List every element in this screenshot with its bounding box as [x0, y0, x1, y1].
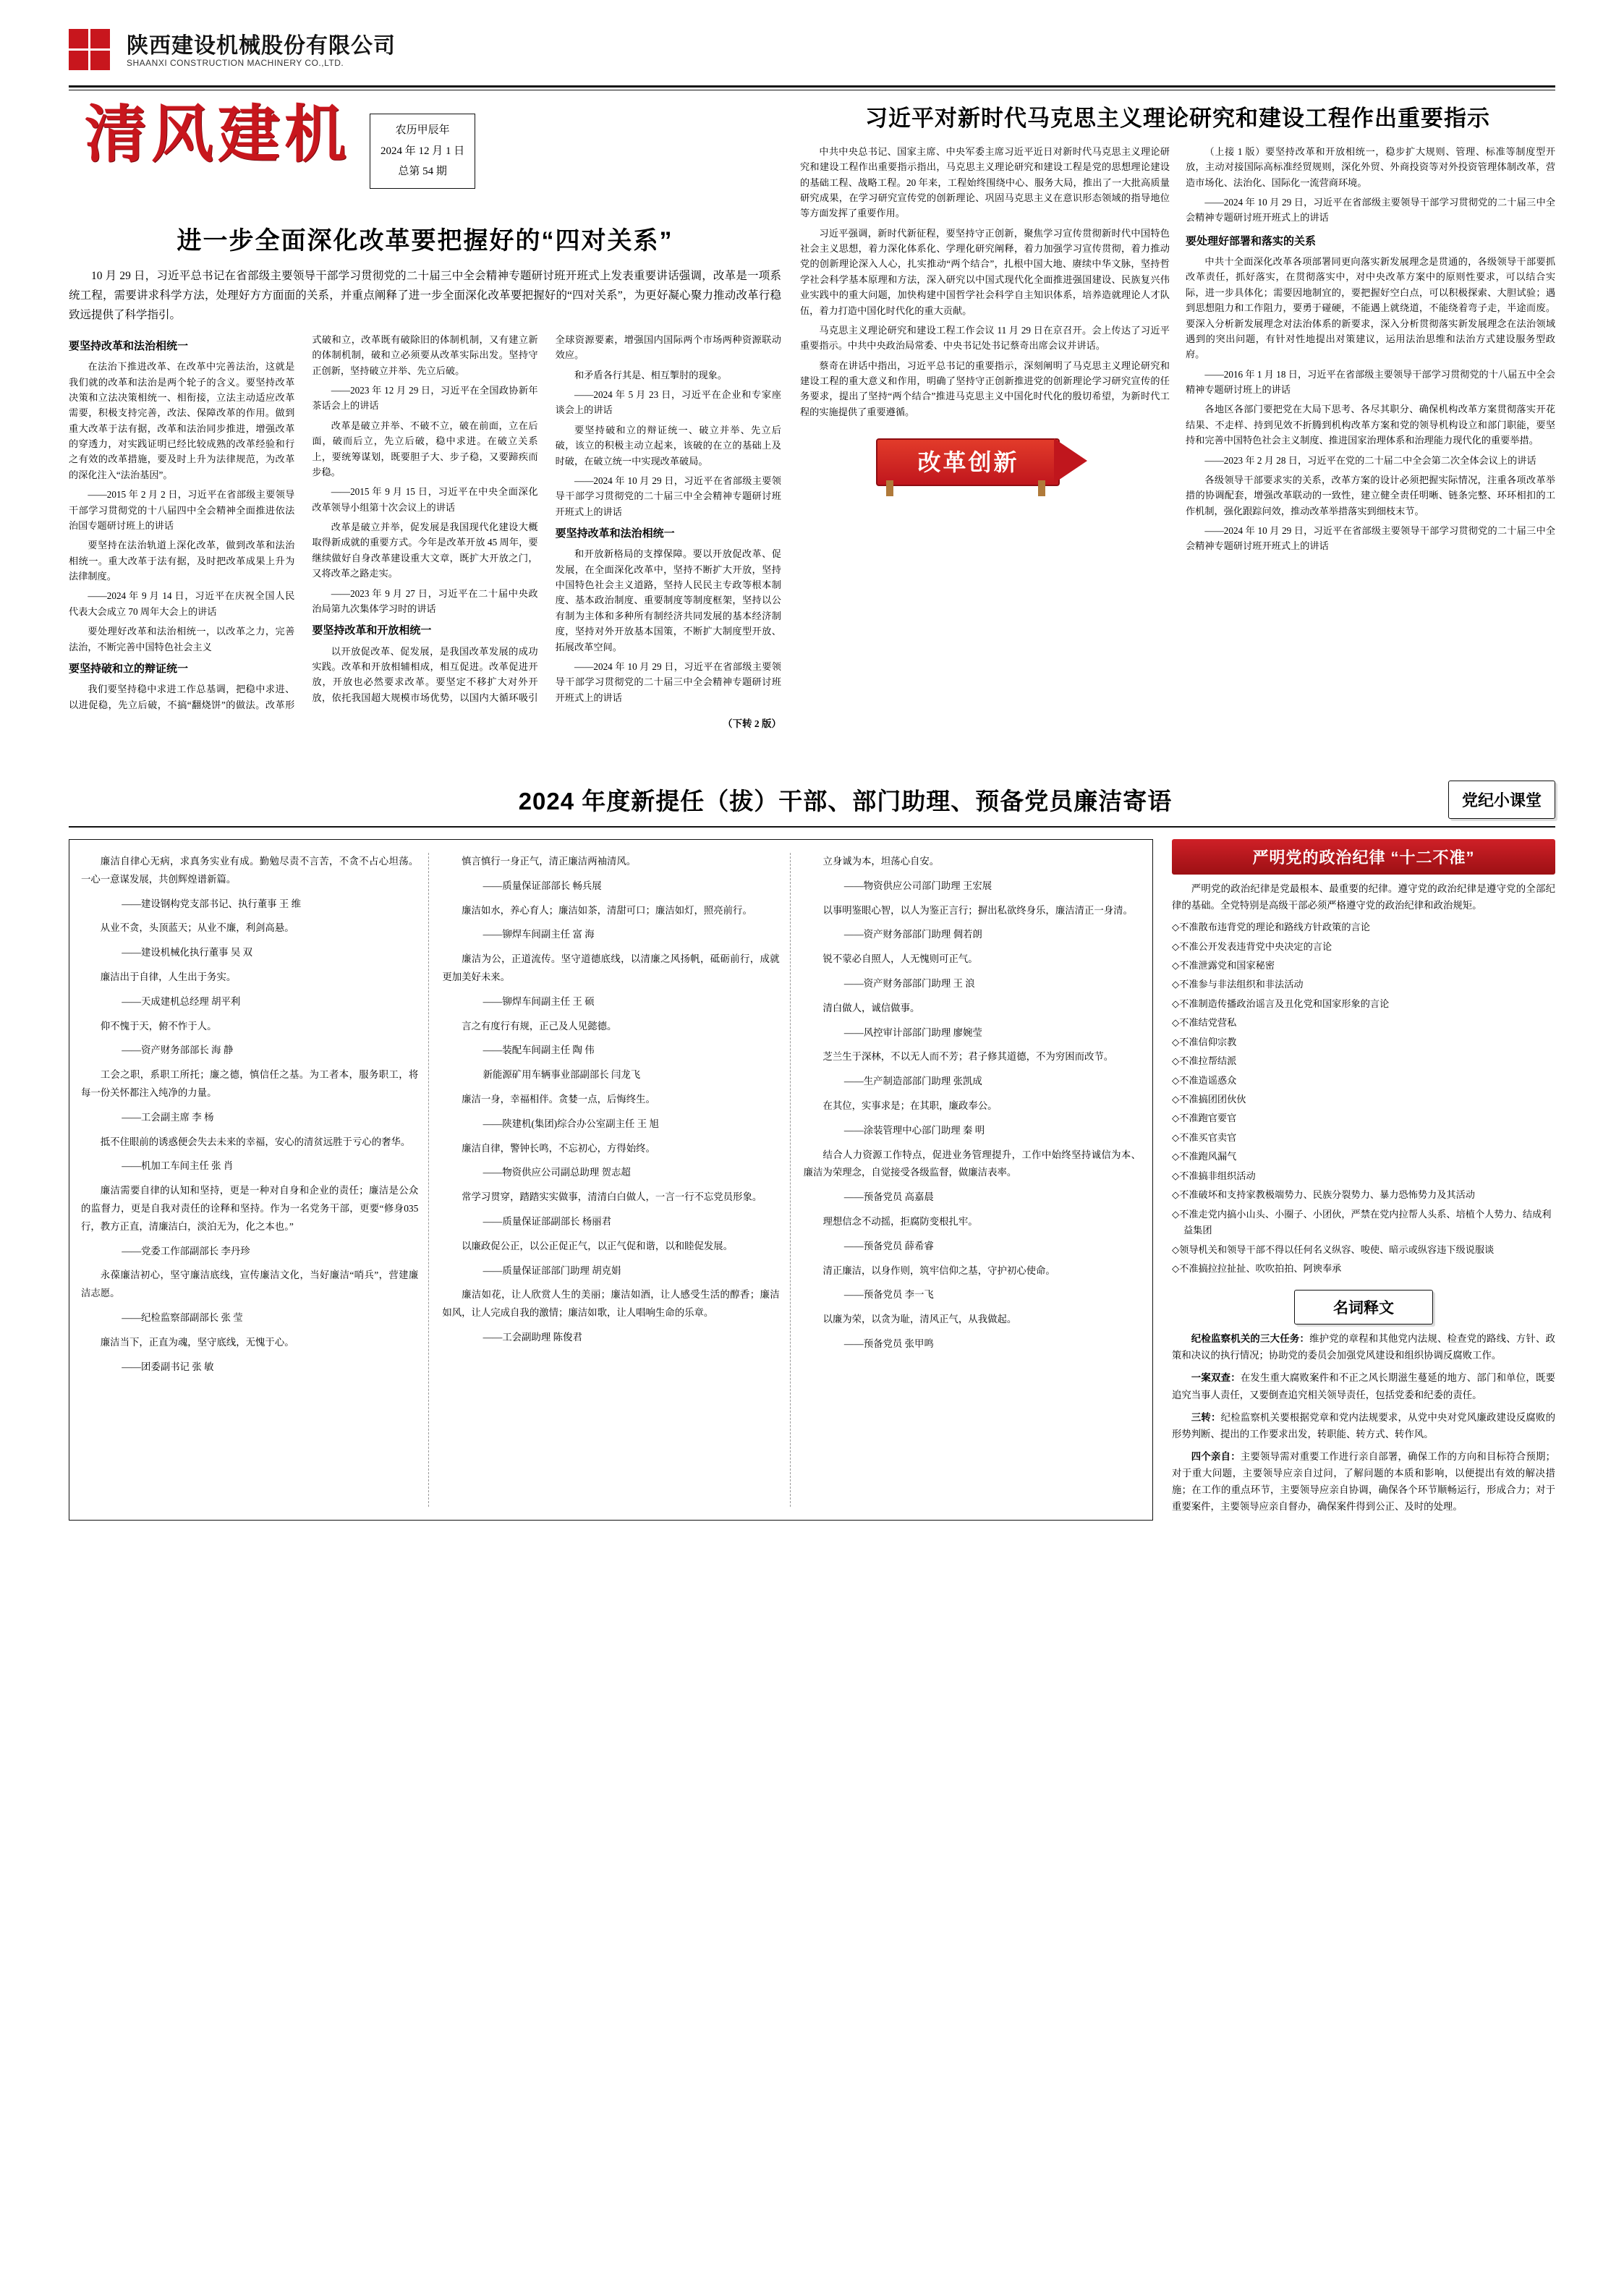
right-para: 习近平强调，新时代新征程，要坚持守正创新，聚焦学习宣传贯彻新时代中国特色社会主义思想，着力深化体系化、学理化研究阐释，着力加强学习宣传贯彻，着力推动党的创新理论深入人心，扎实推动“两个结合”，扎根中国大地、赓续中华文脉，坚持哲学社会科学基本原理和方法，深入研究以中国式现代化全面推进强国建设、民族复兴伟业实践中的重大问题，加快构建中国哲学社会科学自主知识体系，培养造就理论人才队伍，着力打造中国化时代化的重大贡献。	[799, 227, 1170, 316]
wish-signature: ——装配车间副主任 陶 伟	[482, 1045, 595, 1056]
wish-signature: ——陕建机(集团)综合办公室副主任 王 旭	[482, 1118, 659, 1129]
paper-title: 清风建机	[85, 98, 351, 171]
list-item: ◇不准跑官要官	[1172, 1113, 1237, 1124]
wish-text: 廉洁如花，让人欣赏人生的美丽；廉洁如酒，让人感受生活的醇香；廉洁如风，让人完成自我的激情；廉洁如歌，让人唱响生命的乐章。	[442, 1289, 780, 1319]
wish-text: 廉洁出于自律，人生出于务实。	[100, 971, 237, 982]
glossary-term: 三转：	[1191, 1411, 1221, 1423]
glossary-entry	[1172, 1448, 1555, 1515]
right-subhead: 要处理好部署和落实的关系	[1185, 234, 1316, 247]
wish-text: 以事明鉴眼心智，以人为鉴正言行；摒出私欲终身乐，廉洁清正一身清。	[822, 904, 1133, 916]
wish-signature: ——建设机械化执行董事 吴 双	[122, 947, 253, 958]
wish-text: 抵不住眼前的诱惑便会失去未来的幸福，安心的清贫远胜于亏心的奢华。	[100, 1136, 411, 1147]
wish-signature: ——天成建机总经理 胡平利	[122, 995, 241, 1007]
glossary-term: 纪检监察机关的三大任务：	[1191, 1333, 1310, 1345]
wish-signature: ——机加工车间主任 张 肖	[122, 1160, 234, 1172]
wish-signature: ——资产财务部部门助理 王 浪	[843, 977, 975, 989]
left-subhead-2: 要坚持改革和开放相统一	[312, 624, 432, 637]
discipline-intro: 严明党的政治纪律是党最根本、最重要的纪律。遵守党的政治纪律是遵守党的全部纪律的基础。全党特别是高级干部必须严格遵守党的政治纪律和政治规矩。	[1172, 883, 1555, 911]
left-subhead-3: 要坚持改革和法治相统一	[555, 527, 675, 540]
wish-text: 慎言慎行一身正气，清正廉洁两袖清风。	[462, 855, 637, 867]
right-para: 各地区各部门要把党在大局下思考、各尽其职分、确保机构改革方案贯彻落实开花结果、不走样、持到见效不折腾到机构改革方案和党的领导机构设立和部门职能，要坚持和完善中国特色社会主义制度、推进国家治理体系和治理能力现代化的重要举措。	[1185, 404, 1556, 446]
wish-text: 廉洁如水，养心育人；廉洁如茶，清甜可口；廉洁如灯，照亮前行。	[462, 904, 752, 916]
right-col-2	[1186, 144, 1555, 558]
list-item: ◇不准制造传播政治谣言及丑化党和国家形象的言论	[1172, 998, 1390, 1009]
left-source: ——2015 年 2 月 2 日，习近平在省部级主要领导干部学习贯彻党的十八届四中全会精神全面推进依法治国专题研讨班上的讲话	[69, 489, 295, 531]
right-source: ——2024 年 10 月 29 日，习近平在省部级主要领导干部学习贯彻党的二十届三中全会精神专题研讨班开班式上的讲话	[1185, 196, 1556, 224]
left-para: 我们要坚持稳中求进工作总基调，把稳中求进、以进促稳，先立后破，不搞“翻烧饼”的做法。改革形式破和立，改革既有破除旧的体制机制，又有建立新的体制机制，破和立必须要从改革实际出发。坚持守正创新，坚持破立并举、先立后破。	[69, 333, 538, 710]
issue-date-box	[370, 114, 475, 189]
list-item: ◇不准参与非法组织和非法活动	[1172, 979, 1304, 990]
glossary-text: 维护党的章程和其他党内法规、检查党的路线、方针、政策和决议的执行情况；协助党的委员会加强党风建设和组织协调反腐败工作。	[1172, 1333, 1556, 1361]
bottom-header	[69, 781, 1555, 819]
list-item: ◇领导机关和领导干部不得以任何名义纵容、唆使、暗示或纵容违下级说服谈	[1172, 1243, 1495, 1255]
wish-text: 廉洁需要自律的认知和坚持，更是一种对自身和企业的责任；廉洁是公众的监督力，更是自我对责任的诠释和坚持。作为一名党务干部，更要“修身035行，教方正直，清廉洁白，淡泊无为，化之本也。”	[81, 1185, 419, 1232]
right-source: ——2024 年 10 月 29 日，习近平在省部级主要领导干部学习贯彻党的二十届三中全会精神专题研讨班开班式上的讲话	[1185, 525, 1556, 552]
bottom-divider	[69, 826, 1555, 828]
company-name-block	[127, 34, 396, 69]
lead-article-intro: 10 月 29 日，习近平总书记在省部级主要领导干部学习贯彻党的二十届三中全会精神专题研讨班开班式上发表重要讲话强调，改革是一项系统工程，需要讲求科学方法，处理好方方面面的关系，并重点阐释了进一步全面深化改革要把握好的“四对关系”，为更好凝心聚力推动改革行稳致远提供了科学指引。	[69, 269, 781, 321]
wish-text: 结合人力资源工作特点，促进业务管理提升，工作中始终坚持诚信为本、廉洁为荣理念，自觉接受各级监督，做廉洁表率。	[803, 1149, 1141, 1178]
wishes-column-1	[81, 853, 429, 1507]
left-source: ——2024 年 10 月 29 日，习近平在省部级主要领导干部学习贯彻党的二十届三中全会精神专题研讨班开班式上的讲话	[555, 475, 781, 517]
company-name-en: SHAANXI CONSTRUCTION MACHINERY CO.,LTD.	[127, 58, 344, 69]
masthead-row	[69, 98, 781, 189]
wish-signature: ——建设钢构党支部书记、执行董事 王 维	[122, 898, 301, 909]
wish-signature: ——质量保证部副部长 杨丽君	[482, 1215, 612, 1227]
wish-signature: ——预备党员 张甲鸣	[843, 1338, 934, 1349]
wishes-column-2	[442, 853, 790, 1507]
wish-signature: 新能源矿用车辆事业部副部长 闫龙飞	[482, 1069, 641, 1081]
left-para: 和矛盾各行其是、相互掣肘的现象。	[574, 369, 728, 380]
wish-signature: ——预备党员 薛希睿	[843, 1240, 934, 1251]
list-item: ◇不准拉帮结派	[1172, 1055, 1237, 1067]
reform-innovation-banner	[876, 433, 1093, 495]
wish-signature: ——团委副书记 张 敏	[122, 1361, 214, 1372]
right-para: 蔡奇在讲话中指出，习近平总书记的重要指示，深刻阐明了马克思主义理论研究和建设工程的重大意义和作用，明确了坚持守正创新推进党的创新理论学习研究宣传的任务要求，提出了坚持“两个结合”推进马克思主义中国化时代化的殷切希望，为新时代工程的实施提供了重要遵循。	[799, 360, 1170, 417]
company-name-cn: 陕西建设机械股份有限公司	[127, 33, 396, 58]
banner-text: 改革创新	[917, 449, 1019, 476]
wish-signature: ——党委工作部副部长 李丹珍	[122, 1245, 250, 1257]
glossary-text: 主要领导需对重要工作进行亲自部署，确保工作的方向和目标符合预期；对于重大问题，主要领导应亲自过问，了解问题的本质和影响，以便提出有效的解决措施；在工作的重点环节，主要领导应亲自协调，确保各个环节顺畅运行，形成合力；对于重要案件，主要领导应亲自督办，确保案件得到公正、及时的处理。	[1172, 1450, 1555, 1512]
wish-text: 廉洁自律心无病，求真务实业有成。勤勉尽责不言苦，不贪不占心坦荡。一心一意谋发展，共创辉煌谱新篇。	[81, 855, 419, 885]
right-source: ——2016 年 1 月 18 日，习近平在省部级主要领导干部学习贯彻党的十八届五中全会精神专题研讨班上的讲话	[1185, 368, 1556, 396]
right-para: 中共中央总书记、国家主席、中央军委主席习近平近日对新时代马克思主义理论研究和建设工程作出重要指示指出，马克思主义理论研究和建设工程是党的思想理论建设的基础工程、战略工程。20 年来，工程始终围绕中心、服务大局，推出了一大批高质量研究成果，在学习研究宣传党的创新理论、巩固马克思主义在意识形态领域的指导地位等方面发挥了重要作用。	[799, 145, 1170, 219]
list-item: ◇不准结党营私	[1172, 1017, 1237, 1029]
issue-number: 总第 54 期	[398, 166, 447, 177]
glossary-entry	[1172, 1369, 1555, 1403]
wish-text: 以廉为荣，以贪为耻，清风正气，从我做起。	[822, 1314, 1017, 1325]
wish-text: 锐不蒙必自照人，人无愧则可正气。	[822, 953, 978, 965]
list-item: ◇不准走党内搞小山头、小圈子、小团伙，严禁在党内拉帮人头系、培植个人势力、结成利益集团	[1172, 1208, 1552, 1236]
header-divider	[69, 85, 1555, 88]
left-column	[69, 98, 781, 730]
list-item: ◇不准搞团团伙伙	[1172, 1094, 1246, 1105]
glossary-text: 在发生重大腐败案件和不正之风长期滋生蔓延的地方、部门和单位，既要追究当事人责任，又要倒查追究相关领导责任，包括党委和纪委的责任。	[1172, 1372, 1555, 1400]
right-para: 各级领导干部要求实的关系，改革方案的设计必须把握实际情况，注重各项改革举措的协调配套，增强改革联动的一致性，建立健全责任明晰、链条完整、环环相扣的工作机制，强化跟踪问效，推动改革举措落实到细枝末节。	[1185, 474, 1556, 516]
right-para: （上接 1 版）要坚持改革和开放相统一，稳步扩大规则、管理、标准等制度型开放，主动对接国际高标准经贸规则，深化外贸、外商投资等对外投资管理体制改革，营造市场化、法治化、国际化一流营商环境。	[1185, 145, 1556, 188]
right-column	[800, 103, 1555, 730]
bottom-title: 2024 年度新提任（拔）干部、部门助理、预备党员廉洁寄语	[518, 787, 1173, 815]
integrity-wishes-box	[69, 839, 1153, 1521]
list-item: ◇不准泄露党和国家秘密	[1172, 959, 1275, 971]
right-para: 马克思主义理论研究和建设工程工作会议 11 月 29 日在京召开。会上传达了习近平重要指示。中共中央政治局常委、中央书记处书记蔡奇出席会议并讲话。	[799, 324, 1170, 352]
wish-signature: ——风控审计部部门助理 廖婉莹	[843, 1026, 982, 1038]
right-article-title: 习近平对新时代马克思主义理论研究和建设工程作出重要指示	[864, 106, 1490, 131]
glossary-entry	[1172, 1409, 1555, 1442]
wish-text: 仰不愧于天，俯不怍于人。	[100, 1020, 217, 1032]
list-item: ◇不准搞拉拉扯扯、吹吹拍拍、阿谀奉承	[1172, 1262, 1342, 1274]
glossary-term: 四个亲自：	[1191, 1450, 1241, 1462]
wish-signature: ——铆焊车间副主任 王 硕	[482, 995, 595, 1007]
glossary-term: 一案双查：	[1191, 1372, 1241, 1384]
date-gregorian: 2024 年 12 月 1 日	[381, 145, 465, 157]
bottom-section	[0, 730, 1624, 1549]
left-subhead-0: 要坚持改革和法治相统一	[69, 339, 189, 352]
left-para: 要处理好改革和法治相统一，以改革之力，完善法治，不断完善中国特色社会主义	[69, 626, 295, 652]
wish-text: 清正廉洁，以身作则，筑牢信仰之基，守护初心使命。	[822, 1264, 1055, 1276]
list-item: ◇不准跑风漏气	[1172, 1151, 1237, 1162]
left-para: 要坚持破和立的辩证统一、破立并举、先立后破，该立的积极主动立起来，该破的在立的基础上及时破，在破立统一中实现改革破局。	[555, 424, 781, 467]
left-para: 要坚持在法治轨道上深化改革，做到改革和法治相统一。重大改革于法有据，及时把改革成果上升为法律制度。	[69, 540, 295, 582]
wish-signature: ——预备党员 李一飞	[843, 1289, 934, 1301]
wish-signature: ——铆焊车间副主任 富 海	[482, 929, 595, 940]
continued-note: （下转 2 版）	[722, 718, 781, 729]
right-col-1	[800, 144, 1170, 558]
right-article-body	[800, 144, 1555, 558]
left-para: 改革是破立并举、不破不立，破在前面，立在后面，破而后立，先立后破，稳中求进。在破立关系上，要统筹谋划，既要胆子大、步子稳，又要蹄疾而步稳。	[312, 420, 538, 477]
wish-signature: ——工会副主席 李 杨	[122, 1111, 214, 1123]
discipline-sidebar	[1172, 839, 1555, 1521]
discipline-title: 严明党的政治纪律 “十二不准”	[1172, 839, 1555, 875]
wish-signature: ——涂装管理中心部门助理 秦 明	[843, 1124, 985, 1136]
wish-text: 常学习贯穿，踏踏实实做事，清清白白做人，一言一行不忘党员形象。	[462, 1191, 762, 1203]
left-source: ——2024 年 9 月 14 日，习近平在庆祝全国人民代表大会成立 70 周年大会上的讲话	[69, 590, 295, 617]
wish-text: 在其位，实事求是；在其职，廉政奉公。	[822, 1100, 998, 1111]
wish-signature: ——资产财务部部长 海 静	[122, 1045, 234, 1056]
list-item: ◇不准散布违背党的理论和路线方针政策的言论	[1172, 922, 1370, 933]
list-item: ◇不准信仰宗教	[1172, 1036, 1237, 1047]
wish-text: 立身诚为本，坦荡心自安。	[822, 855, 940, 867]
party-discipline-chip: 党纪小课堂	[1448, 781, 1555, 819]
left-source: ——2024 年 10 月 29 日，习近平在省部级主要领导干部学习贯彻党的二十届三中全会精神专题研讨班开班式上的讲话	[555, 660, 781, 703]
left-para: 以开放促改革、促发展，是我国改革发展的成功实践。改革和开放相辅相成，相互促进。改革促进开放，开放也必然要求改革。要坚定不移扩大对外开放，依托我国超大规模市场优势，以国内大循环吸引全球资源要素，增强国内国际两个市场两种资源联动效应。	[312, 333, 781, 703]
wish-signature: ——质量保证部部门助理 胡克娟	[482, 1264, 621, 1276]
right-para: 中共十全面深化改革各项部署同更向落实新发展理念是贯通的，各级领导干部要抓改革责任，抓好落实，在贯彻落实中，对中央改革方案中的原则性要求，可以结合实际，进一步具体化；需要因地制宜的，要把握好空白点，可以积极探索、大胆试验；遇到思想阻力和工作阻力，要勇于碰硬，不能遇上就绕道，不能绕着弯子走，半途而废。要深入分析新发展理念对法治体系的新要求，深入分析贯彻落实新发展理念在法治领域遇到的突出问题，有针对性地提出对策建议，运用法治思维和法治方式建设服务型政府。	[1185, 256, 1556, 360]
left-source: ——2023 年 12 月 29 日，习近平在全国政协新年茶话会上的讲话	[312, 385, 538, 412]
top-section	[0, 90, 1624, 730]
wish-text: 理想信念不动摇，拒腐防变根扎牢。	[822, 1215, 978, 1227]
left-para: 和开放新格局的支撑保障。要以开放促改革、促发展，在全面深化改革中，坚持不断扩大开放，坚持中国特色社会主义道路，坚持人民民主专政等根本制度、基本政治制度、重要制度等制度框架，坚持以公有制为主体和多种所有制经济共同发展的基本经济制度，坚持对外开放基本国策，不断扩大制度型开放、拓展改革空间。	[555, 548, 781, 652]
wish-text: 工会之职，系职工所托；廉之德，慎信任之基。为工者本，服务职工，将每一份关怀都注入纯净的力量。	[81, 1069, 419, 1098]
glossary-entry	[1172, 1330, 1555, 1364]
list-item: ◇不准买官卖官	[1172, 1131, 1237, 1143]
list-item: ◇不准破坏和支持家教极端势力、民族分裂势力、暴力恐怖势力及其活动	[1172, 1189, 1475, 1201]
wish-text: 廉洁自律，警钟长鸣，不忘初心，方得始终。	[462, 1142, 655, 1154]
wish-text: 永葆廉洁初心，坚守廉洁底线，宣传廉洁文化，当好廉洁“哨兵”，营建廉洁志愿。	[81, 1270, 419, 1299]
wish-text: 廉洁一身，幸福相伴。贪婪一点，后悔终生。	[462, 1093, 655, 1105]
wish-signature: ——质量保证部部长 畅兵展	[482, 880, 602, 891]
list-item: ◇不准造谣惑众	[1172, 1074, 1237, 1086]
list-item: ◇不准公开发表违背党中央决定的言论	[1172, 940, 1332, 952]
wish-signature: ——纪检监察部副部长 张 莹	[122, 1311, 243, 1323]
glossary-chip: 名词释文	[1294, 1290, 1433, 1325]
wishes-column-3	[804, 853, 1141, 1507]
bottom-body	[69, 839, 1555, 1521]
list-item: ◇不准搞非组织活动	[1172, 1170, 1256, 1181]
left-source: ——2024 年 5 月 23 日，习近平在企业和专家座谈会上的讲话	[555, 389, 781, 416]
company-logo-icon	[69, 29, 114, 74]
left-subhead-1: 要坚持破和立的辩证统一	[69, 662, 189, 675]
right-source: ——2023 年 2 月 28 日，习近平在党的二十届二中全会第二次全体会议上的讲话	[1204, 454, 1536, 466]
wish-text: 从业不贪，头顶蓝天；从业不廉，利剑高悬。	[100, 922, 294, 934]
left-para: 在法治下推进改革、在改革中完善法治，这就是我们就的改革和法治是两个轮子的含义。要坚持改革决策和立法决策相统一、相衔接，立法主动适应改革需要，积极支持完善，改法、保障改革的作用。做到重大改革于法有据，改革和法治同步推进，增强改革的穿透力，对实践证明已经比较成熟的改革经验和行之有效的改革措施，要及时上升为法律规范，为改革的深化注入“法治基因”。	[69, 361, 295, 480]
left-source: ——2023 年 9 月 27 日，习近平在二十届中央政治局第九次集体学习时的讲话	[312, 587, 538, 614]
wish-text: 清白做人，诚信做事。	[822, 1002, 920, 1013]
wish-text: 以廉政促公正，以公正促正气，以正气促和谐，以和睦促发展。	[462, 1240, 734, 1251]
wish-text: 廉洁当下，正直为魂，坚守底线，无愧于心。	[100, 1336, 294, 1348]
discipline-rule-list	[1172, 919, 1555, 1277]
wish-text: 言之有度行有规，正己及人见懿德。	[462, 1020, 617, 1032]
company-brandbar	[0, 0, 1624, 81]
wish-signature: ——生产制造部部门助理 张凯成	[843, 1076, 982, 1087]
left-source: ——2015 年 9 月 15 日，习近平在中央全面深化改革领导小组第十次会议上的讲话	[312, 486, 538, 513]
wish-signature: ——物资供应公司部门助理 王宏展	[843, 880, 992, 891]
lead-article-body	[69, 332, 781, 713]
glossary-text: 纪检监察机关要根据党章和党内法规要求，从党中央对党风廉政建设反腐败的形势判断、提出的工作要求出发，转职能、转方式、转作风。	[1172, 1411, 1556, 1440]
wish-signature: ——预备党员 高嘉晨	[843, 1191, 934, 1203]
wish-signature: ——工会副助理 陈俊君	[482, 1331, 582, 1343]
wish-text: 芝兰生于深林，不以无人而不芳；君子修其道德，不为穷困而改节。	[822, 1051, 1114, 1063]
lead-article-title: 进一步全面深化改革要把握好的“四对关系”	[177, 226, 673, 255]
wish-signature: ——物资供应公司副总助理 贺志超	[482, 1167, 631, 1178]
wish-signature: ——资产财务部部门助理 倜若朗	[843, 929, 982, 940]
date-lunar: 农历甲辰年	[395, 124, 450, 136]
wish-text: 廉洁为公，正道流传。坚守道德底线，以清廉之风扬帆，砥砺前行，成就更加美好未来。	[442, 953, 780, 982]
left-para: 改革是破立并举，促发展是我国现代化建设大概取得新成就的重要方式。今年是改革开放 45 周年，要继续做好自身改革建设重大文章，既扩大开放之门，又将改革之路走实。	[312, 522, 538, 579]
